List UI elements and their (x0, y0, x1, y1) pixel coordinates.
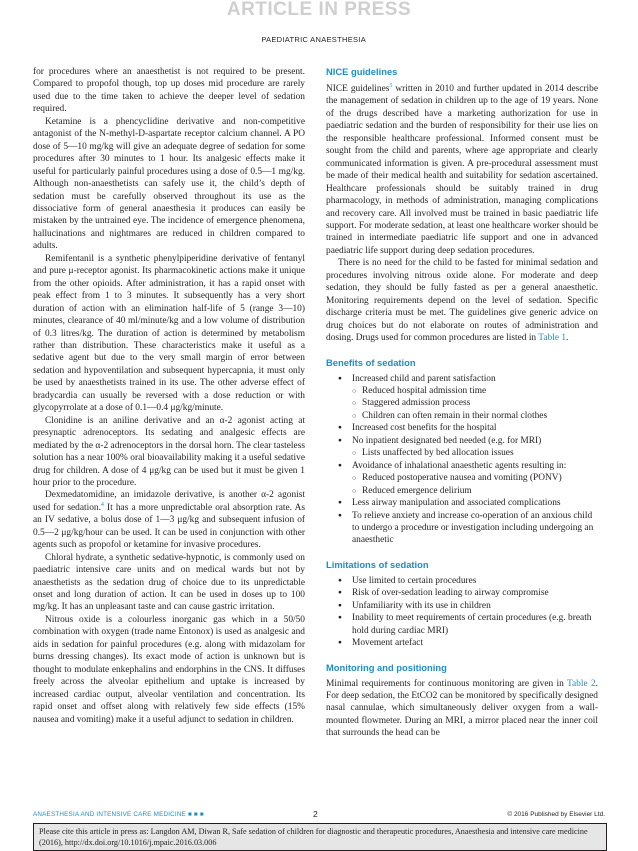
section-header: PAEDIATRIC ANAESTHESIA (261, 35, 366, 44)
dex-text-b: It has a more unpredictable oral absorption rate. As an IV sedative, a bolus dose of 1—3 μg/kg and subsequent infusion of 0.5—2 μg/kg/hour can be used. It can be used in conjunction with other agents such as propofol or ketamine for invasive procedures. (33, 502, 305, 551)
footer-copyright: © 2016 Published by Elsevier Ltd. (507, 811, 605, 818)
benefit-item (326, 435, 598, 460)
heading-limitations: Limitations of sedation (326, 558, 429, 570)
citation-box: Please cite this article in press as: Langdon AM, Diwan R, Safe sedation of children for diagnostic and therapeutic procedures, Anaesthesia and intensive care medicine (2016), http://dx.doi.org/10.1016/j.mpaic.2016.03.006 (33, 823, 607, 851)
benefit-subitem: ○ Lists unaffected by bed allocation issues (352, 447, 598, 459)
paragraph-clonidine: Clonidine is an aniline derivative and an α-2 agonist acting at presynaptic adrenoceptors. Its sedating and analgesic effects are mediated by the α-2 adrenoceptors in the dorsal horn. The clear tasteless solution has a near 100% oral bioavailability making it a useful sedative drug for children. A dose of 4 μg/kg can be used but it must be given 1 hour prior to the procedure. (33, 415, 305, 488)
banner-text: ARTICLE IN PRESS (226, 0, 412, 20)
paragraph-chloral-hydrate: Chloral hydrate, a synthetic sedative-hypnotic, is commonly used on paediatric intensive care units and on medical wards but not by anaesthetists as the sedation drug of choice due to its unpredictable onset and long duration of action. It can be used in doses up to 100 mg/kg. It has an unpleasant taste and can cause gastric irritation. (33, 552, 305, 613)
paragraph-ketamine: Ketamine is a phencyclidine derivative and non-competitive antagonist of the N-methyl-D-aspartate receptor calcium channel. A PO dose of 5—10 mg/kg will give an adequate degree of sedation for some procedures after 30 minutes to 1 hour. Its analgesic effects make it useful for particularly painful procedures using a dose of 0.5—1 mg/kg. Although non-anaesthetists can safely use it, the child’s depth of sedation must be carefully observed throughout its use as the dissociative form of general anaesthesia it produces can easily be mistaken by the untrained eye. The incidence of emergence phenomena, hallucinations and nightmares are reduced in children compared to adults. (33, 116, 305, 252)
benefit-sublist (352, 385, 598, 422)
footer-journal: ANAESTHESIA AND INTENSIVE CARE MEDICINE ■ ■ ■ (33, 811, 204, 818)
benefit-item (326, 510, 598, 547)
limitation-item: ● Risk of over-sedation leading to airway compromise (326, 587, 598, 599)
benefit-item (326, 497, 598, 509)
footer-page-number: 2 (313, 809, 318, 819)
left-column (33, 66, 305, 726)
benefit-text: Increased cost benefits for the hospital (352, 423, 497, 434)
benefit-subitem: ○ Reduced emergence delirium (352, 485, 598, 497)
paragraph-nice-2 (326, 257, 598, 344)
nice-text-b: written in 2010 and further updated in 2014 describe the management of sedation in children up to the age of 19 years. None of the drugs described have a marketing authorization for use in paediatric sedation and the burden of responsibility for their use lies on the responsible healthcare professional. Informed consent must be sought from the child and parents, where age appropriate and clearly communicated information is given. A pre-procedural assessment must be made of their medical health and suitability for sedation ascertained. Healthcare professionals should be suitably trained in drug pharmacology, in methods of administration, managing complications and recovery care. All involved must be trained in basic paediatric life support. For moderate sedation, at least one healthcare worker should be trained in intermediate paediatric life support and one in advanced paediatric life support during deep sedation procedures. (326, 84, 598, 256)
heading-nice-guidelines: NICE guidelines (326, 66, 398, 77)
article-in-press-banner (0, 0, 638, 18)
paragraph-monitoring (326, 678, 598, 740)
mon-text-b: . For deep sedation, the EtCO2 can be monitored by specifically designed nasal cannulae, which simultaneously deliver oxygen from a wall-mounted flowmeter. During an MRI, a mirror placed near the inner coil that surrounds the head can be (326, 678, 598, 739)
dex-text-a: Dexmedatomidine, an imidazole derivative, is another α-2 agonist used for sedation. (33, 490, 305, 513)
benefit-item (326, 460, 598, 497)
table-1-link[interactable]: Table 1 (538, 333, 567, 344)
limitation-item: ● Inability to meet requirements of certain procedures (e.g. breath hold during cardiac MRI) (326, 612, 598, 637)
limitation-item: ● Movement artefact (326, 637, 598, 649)
benefit-subitem: ○ Reduced postoperative nausea and vomiting (PONV) (352, 472, 598, 484)
nice2-text-b: . (566, 333, 569, 344)
benefit-sublist (352, 472, 598, 497)
paragraph-remifentanil: Remifentanil is a synthetic phenylpiperidine derivative of fentanyl and pure μ-receptor agonist. Its pharmacokinetic actions make it unique from the other opioids. After administration, it has a rapid onset with peak effect from 1 to 3 minutes. It subsequently has a very short duration of action with an elimination half-life of 5 (range 3—10) minutes, clearance of 40 ml/minute/kg and a low volume of distribution of 0.3 litres/kg. The duration of action is determined by metabolism rather than distribution. These characteristics make it useful as a sedative agent but due to the very small margin of error between sedation and hypoventilation and subsequent hypercapnia, it must only be used by anaesthetists trained in its use. The other adverse effect of bradycardia can usually be reversed with a dose reduction or with glycopyrrolate at a dose of 0.1—0.4 μg/kg/minute. (33, 253, 305, 414)
benefit-sublist (352, 447, 598, 459)
benefit-item (326, 373, 598, 423)
benefits-list (326, 373, 598, 547)
benefit-text: Increased child and parent satisfaction (352, 373, 496, 384)
right-column (326, 66, 598, 740)
heading-monitoring: Monitoring and positioning (326, 661, 447, 673)
paragraph-nitrous-oxide: Nitrous oxide is a colourless inorganic gas which in a 50/50 combination with oxygen (trade name Entonox) is used as analgesic and aids in sedation for painful procedures (e.g. along with midazolam for burns dressing changes). Its exact mode of action is unknown but is thought to modulate enkephalins and endorphins in the CNS. It diffuses freely across the alveolar epithelium and uptake is increased by increased cardiac output, alveolar ventilation and concentration. Its rapid onset and offset along with relatively few side effects (15% nausea and vomiting) make it a useful adjunct to sedation in children. (33, 614, 305, 725)
benefit-text: Less airway manipulation and associated complications (352, 498, 561, 509)
nice-text-a: NICE guidelines (326, 84, 390, 94)
limitation-item: ● Use limited to certain procedures (326, 575, 598, 587)
heading-benefits: Benefits of sedation (326, 356, 416, 368)
paragraph-dexmedetomidine (33, 489, 305, 551)
limitations-list (326, 575, 598, 650)
benefit-subitem: ○ Staggered admission process (352, 397, 598, 409)
nice2-text-a: There is no need for the child to be fasted for minimal sedation and procedures involving nitrous oxide alone. For moderate and deep sedation, they should be fully fasted as per a general anaesthetic. Monitoring requirements depend on the level of sedation. Specific discharge criteria must be met. The guidelines give generic advice on drug choices but do not elaborate on routes of administration and dosing. Drugs used for common procedures are listed in (326, 258, 598, 344)
paragraph-nice-1 (326, 83, 598, 257)
reference-5-link[interactable]: 5 (389, 83, 393, 89)
mon-text-a: Minimal requirements for continuous monitoring are given in (326, 678, 567, 689)
benefit-item (326, 422, 598, 434)
benefit-subitem: ○ Reduced hospital admission time (352, 385, 598, 397)
benefit-text: Avoidance of inhalational anaesthetic agents resulting in: (352, 460, 567, 471)
benefit-subitem: ○ Children can often remain in their normal clothes (352, 410, 598, 422)
benefit-text: No inpatient designated bed needed (e.g. for MRI) (352, 435, 542, 446)
reference-4-link[interactable]: 4 (100, 501, 104, 508)
paragraph-propofol-end: for procedures where an anaesthetist is not required to be present. Compared to propofol though, top up doses mid procedure are rarely used due to the time taken to achieve the deeper level of sedation required. (33, 67, 305, 115)
limitation-item: ● Unfamiliarity with its use in children (326, 600, 598, 612)
benefit-text: To relieve anxiety and increase co-operation of an anxious child to undergo a procedure or investigation including undergoing an anaesthetic (352, 510, 594, 546)
table-2-link[interactable]: Table 2 (566, 678, 596, 689)
